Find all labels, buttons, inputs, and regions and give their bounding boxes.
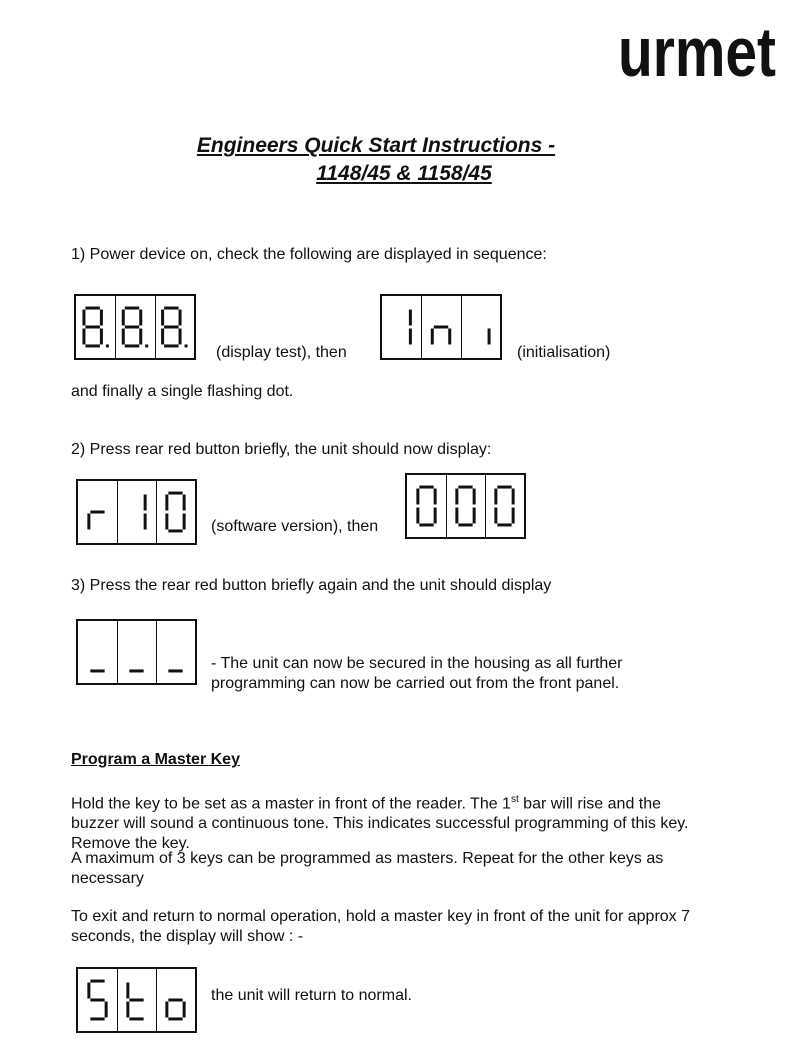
lcd-segment-a [168,492,182,495]
step2-intro: 2) Press rear red button briefly, the unit should now display: [71,441,492,458]
lcd-segment-f [494,489,497,505]
lcd-segment-e [455,508,458,524]
lcd-decimal-point [106,344,109,347]
master-heading: Program a Master Key [71,751,240,768]
step1-intro: 1) Power device on, check the following are displayed in sequence: [71,246,547,263]
zero-lcd [405,473,526,539]
lcd-digit [90,669,104,672]
lcd-segment-c [179,329,182,345]
dash-lcd [76,619,197,685]
stop-lcd [76,967,197,1033]
lcd-digit [494,486,514,527]
lcd-segment-g [168,999,182,1002]
lcd-segment-c [434,508,437,524]
lcd-segment-f [416,489,419,505]
lcd-segment-d [129,1017,143,1020]
lcd-segment-c [105,1002,108,1018]
lcd-digit [168,669,182,672]
lcd-segment-a [85,307,99,310]
lcd-segment-g [85,326,99,329]
lcd-segment-d [458,523,472,526]
lcd-segment-e [87,514,90,530]
lcd-digit [416,486,436,527]
master-heading-wrap [71,751,240,769]
lcd-segment-b [409,310,412,326]
lcd-digits [78,969,195,1031]
lcd-segment-a [125,307,139,310]
logo-text: urmet [618,13,776,91]
lcd-segment-e [416,508,419,524]
lcd-segment-d [419,523,433,526]
lcd-digit [409,310,412,345]
lcd-segment-d [164,344,178,347]
lcd-segment-e [431,329,434,345]
lcd-segment-a [419,486,433,489]
lcd-segment-b [100,310,103,326]
initialisation-caption: (initialisation) [517,344,611,361]
page-subtitle: 1148/45 & 1158/45 [316,162,492,185]
lcd-segment-e [161,329,164,345]
lcd-segment-c [448,329,451,345]
lcd-digits [76,296,194,358]
lcd-segment-c [144,514,147,530]
lcd-segment-e [126,1002,129,1018]
lcd-segment-f [122,310,125,326]
lcd-segment-b [512,489,515,505]
lcd-digit [431,326,451,345]
lcd-segment-d [85,344,99,347]
lcd-segment-a [458,486,472,489]
lcd-digit [82,307,108,348]
lcd-segment-g [90,999,104,1002]
lcd-segment-e [494,508,497,524]
lcd-digit [455,486,475,527]
page-title: Engineers Quick Start Instructions - [196,134,556,157]
lcd-segment-d [497,523,511,526]
lcd-digits [407,475,524,537]
lcd-segment-e [165,1002,168,1018]
lcd-digit [87,511,104,530]
lcd-segment-c [100,329,103,345]
lcd-segment-g [434,326,448,329]
lcd-digit [126,983,143,1021]
lcd-digit [129,669,143,672]
lcd-segment-c [183,1002,186,1018]
lcd-segment-g [90,511,104,514]
software-caption: (software version), then [211,518,379,535]
lcd-digit [488,329,491,345]
lcd-digit [165,492,185,533]
lcd-segment-b [183,495,186,511]
lcd-segment-f [87,983,90,999]
lcd-segment-c [409,329,412,345]
master-p1-sup: st [510,794,519,805]
lcd-segment-b [179,310,182,326]
lcd-segment-b [139,310,142,326]
secured-line1: - The unit can now be secured in the housing as all further [211,655,623,672]
lcd-segment-d [168,1017,182,1020]
lcd-segment-g [129,999,143,1002]
lcd-segment-d [125,344,139,347]
lcd-segment-f [161,310,164,326]
initialisation-lcd [380,294,502,360]
lcd-segment-b [144,495,147,511]
master-paragraph-2: A maximum of 3 keys can be programmed as masters. Repeat for the other keys as necessary [71,850,664,887]
lcd-segment-a [90,980,104,983]
lcd-segment-d [168,529,182,532]
lcd-digits [78,621,195,683]
lcd-digits [382,296,500,358]
lcd-segment-c [473,508,476,524]
step1-finally: and finally a single flashing dot. [71,383,294,400]
master-p1-b: bar will rise and the buzzer will sound a continuous tone. This indicates successful programming of this key. Remove the key. [71,795,689,853]
master-p1-a: Hold the key to be set as a master in front of the reader. The 1 [71,795,511,813]
lcd-segment-c [488,329,491,345]
lcd-digits [78,481,195,543]
master-paragraph-3: To exit and return to normal operation, hold a master key in front of the unit for approx 7 seconds, the display will show : - [71,908,691,945]
master-paragraph-1 [71,790,711,854]
secured-line2: programming can now be carried out from the front panel. [211,675,620,692]
lcd-segment-c [139,329,142,345]
urmet-logo [618,13,778,91]
sto-caption: the unit will return to normal. [211,987,412,1004]
lcd-segment-d [90,669,104,672]
lcd-digit [87,980,107,1021]
lcd-segment-e [165,514,168,530]
lcd-segment-c [512,508,515,524]
lcd-segment-d [168,669,182,672]
lcd-segment-g [125,326,139,329]
step3-intro: 3) Press the rear red button briefly again and the unit should display [71,577,552,594]
lcd-segment-d [90,1017,104,1020]
lcd-segment-f [126,983,129,999]
lcd-decimal-point [185,344,188,347]
lcd-digit [165,999,185,1021]
lcd-segment-e [122,329,125,345]
lcd-segment-e [82,329,85,345]
software-version-lcd [76,479,197,545]
lcd-digit [161,307,187,348]
lcd-segment-c [183,514,186,530]
lcd-digit [144,495,147,530]
lcd-segment-a [164,307,178,310]
lcd-segment-a [497,486,511,489]
lcd-digit [122,307,148,348]
lcd-segment-d [129,669,143,672]
lcd-segment-f [165,495,168,511]
lcd-segment-f [82,310,85,326]
lcd-segment-f [455,489,458,505]
display-test-caption: (display test), then [216,344,347,361]
lcd-segment-b [434,489,437,505]
lcd-segment-g [164,326,178,329]
display-test-lcd [74,294,196,360]
lcd-segment-b [473,489,476,505]
lcd-decimal-point [145,344,148,347]
